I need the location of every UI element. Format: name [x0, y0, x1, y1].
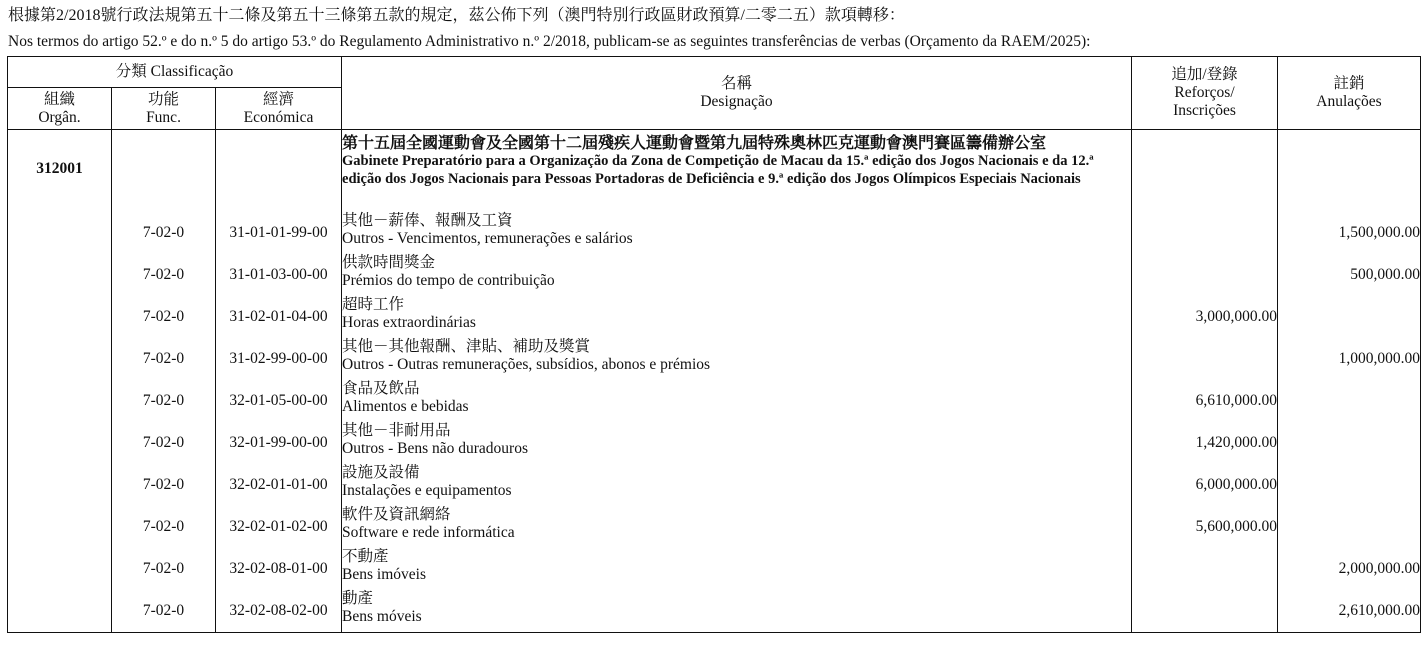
designation-pt: Bens móveis	[342, 608, 422, 625]
classification-header: 分類 Classificação	[8, 57, 342, 88]
function-code: 7-02-0	[112, 464, 216, 506]
table-row	[8, 590, 1421, 633]
designation-pt: Alimentos e bebidas	[342, 398, 469, 415]
designation-pt: Outros - Bens não duradouros	[342, 440, 528, 457]
function-code: 7-02-0	[112, 254, 216, 296]
designation-pt: Bens imóveis	[342, 566, 426, 583]
table-row	[8, 296, 1421, 338]
designation-cell	[342, 590, 1132, 633]
designation-cell	[342, 548, 1132, 590]
organ-cell	[8, 296, 112, 338]
designation-pt: Prémios do tempo de contribuição	[342, 272, 555, 289]
function-code: 7-02-0	[112, 422, 216, 464]
designation-cell	[342, 464, 1132, 506]
cancellation-amount	[1278, 296, 1421, 338]
organ-cell	[8, 380, 112, 422]
table-row	[8, 254, 1421, 296]
entity-econ-cell	[216, 130, 342, 213]
transfer-rows	[8, 212, 1421, 633]
economic-code: 32-01-99-00-00	[216, 422, 342, 464]
budget-transfer-table	[7, 56, 1421, 633]
designation-cell	[342, 380, 1132, 422]
cancellation-amount	[1278, 422, 1421, 464]
cancellation-amount: 500,000.00	[1278, 254, 1421, 296]
economic-header-zh: 經濟	[263, 90, 295, 108]
table-row	[8, 548, 1421, 590]
entity-name-zh: 第十五屆全國運動會及全國第十二屆殘疾人運動會暨第九屆特殊奧林匹克運動會澳門賽區籌備辦公室	[342, 135, 1047, 152]
function-header-pt: Func.	[146, 108, 181, 126]
designation-cell	[342, 506, 1132, 548]
designation-pt: Horas extraordinárias	[342, 314, 476, 331]
designation-header	[342, 57, 1132, 130]
designation-zh: 動產	[342, 590, 374, 607]
economic-code: 31-01-03-00-00	[216, 254, 342, 296]
economic-code: 32-01-05-00-00	[216, 380, 342, 422]
cancellation-amount: 1,500,000.00	[1278, 212, 1421, 254]
function-header-zh: 功能	[147, 90, 179, 108]
reinforcements-header	[1132, 57, 1278, 130]
designation-header-pt: Designação	[700, 93, 773, 110]
organ-cell	[8, 422, 112, 464]
reinforcements-header-zh: 追加/登錄	[1171, 66, 1238, 83]
designation-zh: 軟件及資訊網絡	[342, 506, 451, 523]
designation-zh: 其他－薪俸、報酬及工資	[342, 212, 513, 229]
entity-row	[8, 130, 1421, 213]
table-row	[8, 422, 1421, 464]
designation-cell	[342, 212, 1132, 254]
organ-cell	[8, 212, 112, 254]
cancellations-header-pt: Anulações	[1316, 93, 1382, 110]
cancellations-header-zh: 註銷	[1333, 75, 1365, 92]
function-code: 7-02-0	[112, 296, 216, 338]
organ-cell	[8, 590, 112, 633]
reinforcement-amount: 6,000,000.00	[1132, 464, 1278, 506]
organ-cell	[8, 338, 112, 380]
reinforcement-amount: 1,420,000.00	[1132, 422, 1278, 464]
table-row	[8, 212, 1421, 254]
designation-pt: Outros - Vencimentos, remunerações e salários	[342, 230, 633, 247]
function-code: 7-02-0	[112, 506, 216, 548]
designation-zh: 食品及飲品	[342, 380, 420, 397]
designation-zh: 其他－非耐用品	[342, 422, 451, 439]
reinforcement-amount: 3,000,000.00	[1132, 296, 1278, 338]
function-header	[112, 88, 216, 130]
table-row	[8, 338, 1421, 380]
reinforcement-amount	[1132, 254, 1278, 296]
organ-cell	[8, 548, 112, 590]
function-code: 7-02-0	[112, 590, 216, 633]
intro-portuguese: Nos termos do artigo 52.º e do n.º 5 do artigo 53.º do Regulamento Administrativo n.º 2/2018, publicam-se as seguintes transferências de verbas (Orçamento da RAEM/2025):	[8, 33, 1091, 50]
cancellation-amount: 2,000,000.00	[1278, 548, 1421, 590]
designation-zh: 超時工作	[342, 296, 405, 313]
table-row	[8, 506, 1421, 548]
cancellation-amount	[1278, 464, 1421, 506]
reinforcements-header-pt2: Inscrições	[1173, 102, 1236, 119]
designation-cell	[342, 296, 1132, 338]
designation-pt: Instalações e equipamentos	[342, 482, 512, 499]
designation-pt: Software e rede informática	[342, 524, 515, 541]
designation-zh: 供款時間獎金	[342, 254, 436, 271]
organ-cell	[8, 254, 112, 296]
designation-header-zh: 名稱	[721, 75, 753, 92]
designation-zh: 不動產	[342, 548, 389, 565]
organ-header-pt: Orgân.	[38, 108, 81, 126]
designation-zh: 設施及設備	[342, 464, 420, 481]
organ-header-zh: 組織	[43, 90, 75, 108]
reinforcement-amount	[1132, 212, 1278, 254]
function-code: 7-02-0	[112, 338, 216, 380]
reinforcement-amount	[1132, 548, 1278, 590]
reinforcements-header-pt1: Reforços/	[1174, 84, 1235, 101]
economic-code: 32-02-08-02-00	[216, 590, 342, 633]
economic-code: 32-02-01-02-00	[216, 506, 342, 548]
designation-cell	[342, 254, 1132, 296]
reinforcement-amount	[1132, 590, 1278, 633]
reinforcement-amount	[1132, 338, 1278, 380]
table-row	[8, 464, 1421, 506]
designation-cell	[342, 422, 1132, 464]
organ-code: 312001	[8, 130, 112, 213]
function-code: 7-02-0	[112, 380, 216, 422]
organ-header	[8, 88, 112, 130]
designation-cell	[342, 338, 1132, 380]
reinforcement-amount: 5,600,000.00	[1132, 506, 1278, 548]
economic-header	[216, 88, 342, 130]
intro-chinese: 根據第2/2018號行政法規第五十二條及第五十三條第五款的規定，茲公佈下列（澳門特別行政區財政預算/二零二五）款項轉移：	[8, 7, 905, 24]
cancellation-amount	[1278, 380, 1421, 422]
entity-func-cell	[112, 130, 216, 213]
designation-pt: Outros - Outras remunerações, subsídios, abonos e prémios	[342, 356, 711, 373]
reinforcement-amount: 6,610,000.00	[1132, 380, 1278, 422]
function-code: 7-02-0	[112, 548, 216, 590]
cancellation-amount	[1278, 506, 1421, 548]
organ-cell	[8, 506, 112, 548]
economic-code: 32-02-01-01-00	[216, 464, 342, 506]
function-code: 7-02-0	[112, 212, 216, 254]
cancellation-amount: 1,000,000.00	[1278, 338, 1421, 380]
entity-reinforcement-cell	[1132, 130, 1278, 213]
entity-designation	[342, 130, 1132, 213]
table-row	[8, 380, 1421, 422]
entity-name-pt: Gabinete Preparatório para a Organização da Zona de Competição de Macau da 15.ª edição dos Jogos Nacionais e da 12.ª edição dos Jogos Nacionais para Pessoas Portadoras de Deficiência e 9.ª edição dos Jogos Olímpicos Especiais Nacionais	[342, 153, 1094, 187]
economic-code: 31-02-01-04-00	[216, 296, 342, 338]
cancellation-amount: 2,610,000.00	[1278, 590, 1421, 633]
economic-code: 31-01-01-99-00	[216, 212, 342, 254]
entity-cancellation-cell	[1278, 130, 1421, 213]
designation-zh: 其他－其他報酬、津貼、補助及獎賞	[342, 338, 591, 355]
economic-code: 32-02-08-01-00	[216, 548, 342, 590]
organ-cell	[8, 464, 112, 506]
cancellations-header	[1278, 57, 1421, 130]
economic-code: 31-02-99-00-00	[216, 338, 342, 380]
economic-header-pt: Económica	[243, 108, 314, 126]
